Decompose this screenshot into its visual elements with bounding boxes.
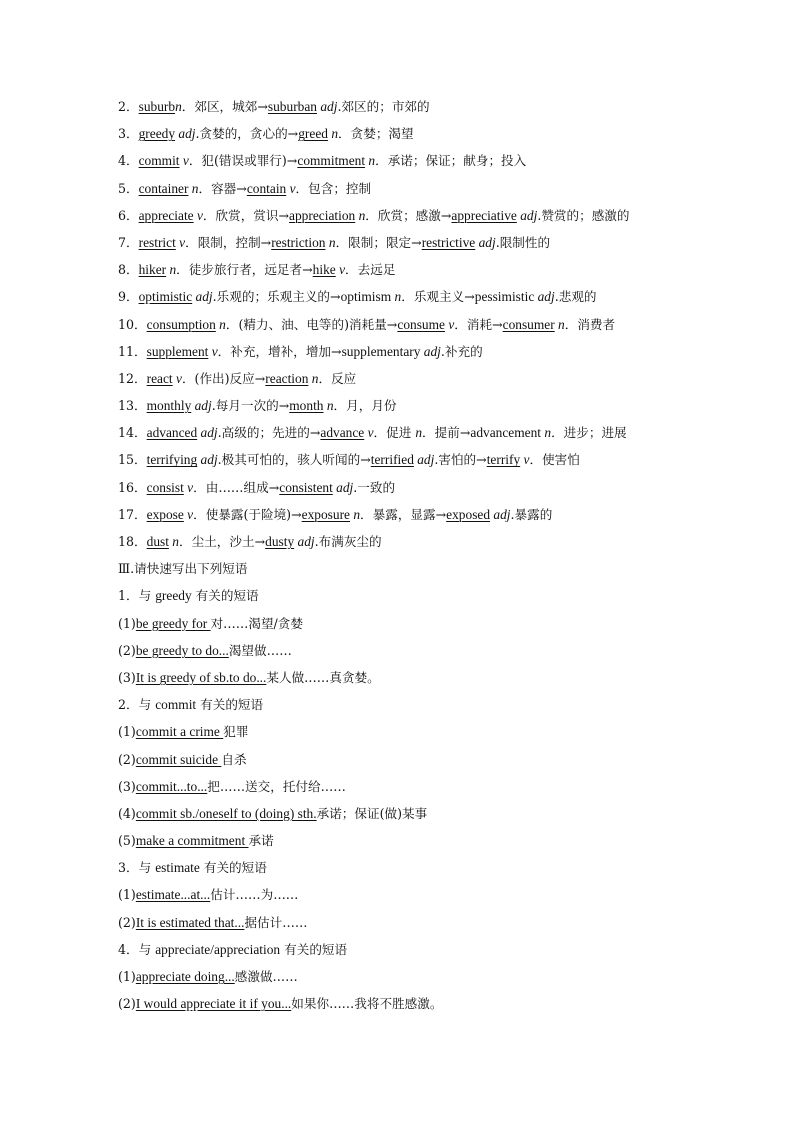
vocab-item — [118, 528, 738, 555]
text-segment: (2) — [118, 914, 136, 930]
text-segment: ．月，月份 — [333, 398, 397, 414]
english-word: appreciate/appreciation — [155, 941, 281, 957]
answer-word: consume — [397, 316, 445, 332]
text-segment: .暴露的 — [510, 506, 553, 522]
answer-word: exposed — [446, 506, 491, 522]
text-segment: (1) — [118, 887, 136, 903]
part-of-speech: v — [364, 425, 374, 441]
text-segment: 18． — [118, 534, 147, 549]
answer-word: appreciate doing... — [135, 969, 235, 984]
vocab-item — [118, 256, 738, 283]
answer-word: supplement — [146, 343, 209, 359]
text-segment: 10． — [118, 316, 147, 332]
text-segment: 据估计…… — [244, 914, 308, 930]
text-segment: .悲观的 — [554, 289, 597, 305]
part-of-speech: n — [541, 425, 552, 441]
part-of-speech: v — [183, 479, 194, 495]
part-of-speech: adj — [475, 234, 496, 250]
text-segment: 有关的短语 — [191, 588, 259, 604]
text-segment: (3) — [118, 778, 136, 794]
part-of-speech: adj — [192, 289, 213, 305]
phrase-item — [118, 773, 738, 800]
phrase-item — [118, 827, 738, 854]
answer-word: commit...to... — [135, 778, 208, 794]
answer-word: exposure — [301, 506, 350, 522]
vocab-item — [118, 338, 738, 365]
text-segment: (2) — [118, 642, 136, 658]
part-of-speech: v — [444, 316, 455, 332]
text-segment: ．容器→ — [198, 180, 247, 196]
answer-word: terrifying — [146, 452, 198, 468]
answer-word: contain — [246, 180, 287, 196]
text-segment: 16． — [118, 479, 147, 495]
part-of-speech: n — [168, 534, 179, 549]
answer-word: suburban — [267, 99, 317, 114]
text-segment: ．消费者 — [564, 316, 616, 332]
text-segment: ．贪婪；渴望 — [338, 126, 414, 142]
part-of-speech: v — [208, 343, 218, 359]
text-segment: (1) — [118, 615, 136, 631]
text-segment: 13． — [118, 398, 147, 414]
part-of-speech: v — [193, 207, 203, 223]
text-segment: ．尘土，沙土→ — [179, 534, 266, 549]
text-segment: 3． — [118, 126, 139, 142]
text-segment: ．暴露，显露→ — [360, 506, 447, 522]
text-segment: (2) — [118, 751, 136, 767]
text-segment: .一致的 — [353, 479, 396, 495]
answer-word: restriction — [271, 234, 326, 250]
part-of-speech: adj — [516, 207, 538, 223]
vocab-item — [118, 365, 738, 392]
text-segment: (5) — [118, 833, 136, 849]
text-segment: 17． — [118, 506, 147, 522]
text-segment: ．消耗→ — [454, 316, 503, 332]
text-segment: ．去远足 — [345, 262, 396, 278]
answer-word: advanced — [146, 425, 198, 441]
part-of-speech: v — [335, 262, 346, 278]
phrase-item — [118, 854, 738, 881]
part-of-speech: v — [172, 370, 182, 386]
vocab-item — [118, 120, 738, 147]
vocab-item — [118, 93, 738, 120]
text-segment: 9． — [118, 289, 139, 305]
vocab-item — [118, 446, 738, 473]
vocab-item — [118, 202, 738, 229]
part-of-speech: v — [179, 153, 189, 169]
text-segment: ．由……组成→ — [193, 479, 280, 495]
english-word: optimism — [340, 289, 392, 305]
part-of-speech: n — [166, 262, 177, 278]
vocabulary-list — [118, 93, 738, 555]
document-body — [118, 93, 738, 1017]
answer-word: expose — [146, 506, 184, 522]
phrase-item — [118, 909, 738, 936]
text-segment: 14． — [118, 425, 147, 441]
answer-word: terrify — [486, 452, 521, 468]
text-segment: ．欣赏，赏识→ — [202, 207, 290, 223]
part-of-speech: n — [308, 370, 319, 386]
answer-word: make a commitment — [135, 833, 249, 849]
text-segment: .高级的；先进的→ — [217, 425, 321, 441]
part-of-speech: adj — [534, 289, 555, 305]
part-of-speech: adj — [191, 398, 212, 414]
answer-word: month — [289, 398, 324, 414]
text-segment: 渴望做…… — [228, 642, 292, 658]
vocab-item — [118, 392, 738, 419]
text-segment: 11． — [118, 343, 147, 359]
part-of-speech: adj — [197, 425, 218, 441]
answer-word: react — [146, 370, 173, 386]
text-segment: .限制性的 — [495, 234, 551, 250]
part-of-speech: n — [175, 99, 182, 114]
answer-word: commit suicide — [135, 751, 222, 767]
phrase-item — [118, 610, 738, 637]
part-of-speech: adj — [413, 452, 435, 468]
answer-word: terrified — [370, 452, 414, 468]
text-segment: ．犯(错误或罪行)→ — [188, 153, 298, 169]
vocab-item — [118, 175, 738, 202]
part-of-speech: n — [350, 506, 361, 522]
phrase-item — [118, 936, 738, 963]
answer-word: greed — [298, 126, 328, 142]
text-segment: .极其可怕的，骇人听闻的→ — [217, 452, 371, 468]
part-of-speech: n — [365, 153, 376, 169]
text-segment: 自杀 — [221, 751, 247, 767]
phrase-item — [118, 718, 738, 745]
text-segment: 12． — [118, 370, 147, 386]
part-of-speech: n — [323, 398, 334, 414]
vocab-item — [118, 311, 738, 338]
text-segment: ．提前→ — [422, 425, 471, 441]
text-segment: ．限制；限定→ — [335, 234, 422, 250]
phrase-item — [118, 664, 738, 691]
phrase-item — [118, 746, 738, 773]
answer-word: consumption — [146, 316, 216, 332]
answer-word: It is greedy of sb.to do... — [135, 669, 267, 685]
text-segment: (2) — [118, 996, 136, 1012]
english-word: commit — [155, 697, 197, 713]
text-segment: .布满灰尘的 — [314, 534, 382, 549]
part-of-speech: v — [183, 506, 194, 522]
text-segment: (1) — [118, 724, 136, 740]
text-segment: 4．与 — [118, 941, 156, 957]
text-segment: 把……送交，托付给…… — [207, 778, 346, 794]
answer-word: reaction — [265, 370, 309, 386]
part-of-speech: n — [355, 207, 366, 223]
english-word: estimate — [155, 860, 200, 876]
answer-word: be greedy to do... — [135, 642, 229, 658]
answer-word: dusty — [265, 534, 295, 549]
text-segment: 2．与 — [118, 697, 156, 713]
part-of-speech: v — [175, 234, 186, 250]
vocab-item — [118, 474, 738, 501]
text-segment: 1．与 — [118, 588, 156, 604]
vocab-item — [118, 229, 738, 256]
text-segment: .赞赏的；感激的 — [537, 207, 630, 223]
answer-word: consumer — [502, 316, 555, 332]
phrase-item — [118, 637, 738, 664]
text-segment: ．补充，增补，增加→ — [217, 343, 342, 359]
text-segment: 有关的短语 — [280, 941, 348, 957]
text-segment: ．反应 — [318, 370, 357, 386]
text-segment: 估计……为…… — [210, 887, 299, 903]
text-segment: 3．与 — [118, 860, 156, 876]
english-word: advancement — [470, 425, 542, 441]
text-segment: ．限制，控制→ — [185, 234, 272, 250]
text-segment: ．欣赏；感激→ — [365, 207, 452, 223]
answer-word: commit — [138, 153, 180, 169]
text-segment: .每月一次的→ — [211, 398, 290, 414]
phrase-item — [118, 691, 738, 718]
text-segment: ．促进 — [373, 425, 416, 441]
text-segment: 4． — [118, 153, 139, 169]
answer-word: restrict — [138, 234, 176, 250]
text-segment: 7． — [118, 234, 139, 250]
answer-word: dust — [146, 534, 169, 549]
answer-word: It is estimated that... — [135, 914, 245, 930]
text-segment: 如果你……我将不胜感激。 — [291, 996, 443, 1012]
text-segment: 2． — [118, 99, 139, 114]
text-segment: 对……渴望/贪婪 — [210, 615, 303, 631]
text-segment: ．使害怕 — [529, 452, 580, 468]
phrase-list — [118, 582, 738, 1017]
part-of-speech: adj — [175, 126, 196, 142]
part-of-speech: n — [325, 234, 336, 250]
answer-word: estimate...at... — [135, 887, 211, 903]
text-segment: ．乐观主义→ — [401, 289, 475, 305]
phrase-item — [118, 800, 738, 827]
vocab-item — [118, 419, 738, 446]
phrase-item — [118, 582, 738, 609]
part-of-speech: adj — [332, 479, 354, 495]
answer-word: appreciative — [451, 207, 517, 223]
answer-word: appreciate — [138, 207, 194, 223]
text-segment: 6． — [118, 207, 139, 223]
section-title: Ⅲ.请快速写出下列短语 — [118, 561, 248, 577]
text-segment: ．(作出)反应→ — [181, 370, 266, 386]
part-of-speech: adj — [197, 452, 218, 468]
phrase-item — [118, 990, 738, 1017]
text-segment: (3) — [118, 669, 136, 685]
answer-word: commit sb./oneself to (doing) sth. — [135, 805, 317, 821]
answer-word: be greedy for — [135, 615, 211, 631]
text-segment: ．郊区，城郊→ — [181, 99, 268, 114]
part-of-speech: adj — [294, 534, 315, 549]
part-of-speech: n — [327, 126, 339, 142]
answer-word: hiker — [138, 262, 167, 278]
part-of-speech: adj — [420, 343, 441, 359]
answer-word: I would appreciate it if you... — [135, 996, 292, 1012]
answer-word: container — [138, 180, 189, 196]
text-segment: 有关的短语 — [196, 697, 264, 713]
part-of-speech: n — [554, 316, 565, 332]
part-of-speech: n — [188, 180, 199, 196]
text-segment: 某人做……真贪婪。 — [266, 669, 380, 685]
english-word: greedy — [155, 588, 192, 604]
phrase-item — [118, 963, 738, 990]
vocab-item — [118, 147, 738, 174]
answer-word: optimistic — [138, 289, 193, 305]
english-word: supplementary — [341, 343, 421, 359]
text-segment: 有关的短语 — [199, 860, 267, 876]
answer-word: advance — [320, 425, 365, 441]
text-segment: ．进步；进展 — [551, 425, 627, 441]
answer-word: appreciation — [289, 207, 356, 223]
text-segment: 5． — [118, 180, 139, 196]
answer-word: commit a crime — [135, 724, 224, 740]
vocab-item — [118, 283, 738, 310]
text-segment: (4) — [118, 805, 136, 821]
answer-word: restrictive — [421, 234, 476, 250]
text-segment: .贪婪的，贪心的→ — [195, 126, 299, 142]
answer-word: consistent — [279, 479, 333, 495]
text-segment: ．使暴露(于险境)→ — [193, 506, 302, 522]
text-segment: .补充的 — [440, 343, 483, 359]
answer-word: monthly — [146, 398, 192, 414]
part-of-speech: v — [286, 180, 296, 196]
answer-word: commitment — [297, 153, 366, 169]
text-segment: 8． — [118, 262, 139, 278]
text-segment: ．包含；控制 — [295, 180, 372, 196]
part-of-speech: v — [520, 452, 530, 468]
text-segment: 15． — [118, 452, 147, 468]
text-segment: ．徒步旅行者，远足者→ — [176, 262, 313, 278]
text-segment: 感激做…… — [234, 969, 298, 984]
answer-word: consist — [146, 479, 184, 495]
part-of-speech: n — [415, 425, 423, 441]
text-segment: 承诺；保证(做)某事 — [316, 805, 428, 821]
vocab-item — [118, 501, 738, 528]
part-of-speech: n — [391, 289, 402, 305]
answer-word: greedy — [138, 126, 176, 142]
text-segment: .害怕的→ — [434, 452, 487, 468]
english-word: pessimistic — [474, 289, 535, 305]
text-segment: 犯罪 — [223, 724, 249, 740]
part-of-speech: adj — [490, 506, 511, 522]
part-of-speech: n — [215, 316, 226, 332]
phrase-item — [118, 881, 738, 908]
answer-word: suburb — [138, 99, 176, 114]
text-segment: .乐观的；乐观主义的→ — [212, 289, 341, 305]
part-of-speech: adj — [316, 99, 338, 114]
text-segment: ．(精力、油、电等的)消耗量→ — [225, 316, 398, 332]
text-segment: (1) — [118, 969, 136, 984]
text-segment: 承诺 — [248, 833, 274, 849]
text-segment: ．承诺；保证；献身；投入 — [375, 153, 527, 169]
text-segment: .郊区的；市郊的 — [337, 99, 430, 114]
answer-word: hike — [312, 262, 336, 278]
